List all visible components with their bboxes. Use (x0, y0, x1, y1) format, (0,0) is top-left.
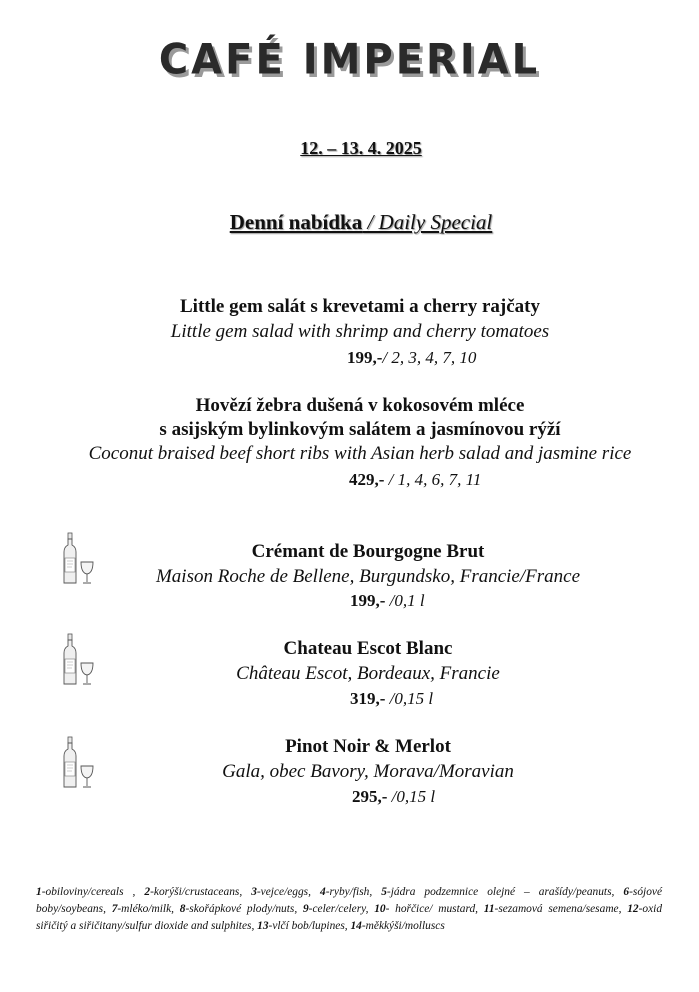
allergen-text: -korýši/crustaceans, (150, 886, 252, 898)
dish-2-english-name: Coconut braised beef short ribs with Asian herb salad and jasmine rice (88, 443, 632, 464)
allergen-text: -obiloviny/cereals , (41, 886, 145, 898)
wine-3-price: 295,- (352, 787, 388, 806)
wine-3-price-line (352, 787, 435, 807)
allergen-text: -celer/celery, (308, 903, 375, 915)
wine-1-price: 199,- (350, 591, 386, 610)
cafe-imperial-logo (0, 35, 699, 85)
allergen-text: -sójové boby/soybeans, (36, 886, 663, 915)
allergen-text: -oxid siřičitý a siřičitany/sulfur dioxide and sulphites, (36, 903, 663, 932)
allergen-number: 4 (319, 886, 326, 898)
allergen-text: -vlčí bob/lupines, (268, 920, 351, 932)
dish-2-price: 429,- (349, 470, 385, 489)
allergen-number: 14 (350, 920, 362, 932)
allergen-number: 2 (144, 886, 151, 898)
allergen-text: -mléko/milk, (117, 903, 180, 915)
allergen-number: 13 (257, 920, 269, 932)
allergen-number: 9 (302, 903, 309, 915)
wine-3-name: Pinot Noir & Merlot (285, 736, 451, 757)
dish-1-price-line (347, 348, 476, 368)
wine-1-origin: Maison Roche de Bellene, Burgundsko, Francie/France (155, 566, 581, 587)
wine-3-volume: /0,15 l (387, 787, 436, 806)
logo-text: CAFÉ IMPERIAL (158, 35, 541, 85)
wine-1-volume: /0,1 l (385, 591, 425, 610)
dish-2-czech-name-line-1: Hovězí žebra dušená v kokosovém mléce (195, 395, 525, 416)
allergen-text: -skořápkové plody/nuts, (185, 903, 303, 915)
dish-2-allergens: / 1, 4, 6, 7, 11 (384, 470, 482, 489)
allergen-text: -ryby/fish, (325, 886, 382, 898)
wine-2-volume: /0,15 l (385, 689, 434, 708)
heading-english: / Daily Special (362, 210, 493, 234)
allergen-text: -jádra podzemnice olejné – arašídy/peanuts, (386, 886, 624, 898)
allergen-number: 8 (179, 903, 186, 915)
dish-2-czech-name-line-2: s asijským bylinkovým salátem a jasmínovou rýží (159, 419, 561, 440)
allergen-number: 3 (251, 886, 257, 898)
allergen-legend (36, 884, 662, 935)
menu-date: 12. – 13. 4. 2025 (300, 138, 422, 158)
allergen-number: 7 (111, 903, 118, 915)
dish-1-czech-name: Little gem salát s krevetami a cherry rajčaty (180, 296, 540, 317)
dish-1-allergens: / 2, 3, 4, 7, 10 (382, 348, 477, 367)
wine-2-name: Chateau Escot Blanc (283, 638, 453, 659)
allergen-text: -sezamová semena/sesame, (494, 903, 628, 915)
menu-heading (0, 210, 699, 235)
dish-1-english-name: Little gem salad with shrimp and cherry tomatoes (170, 321, 550, 342)
allergen-number: 12 (627, 903, 639, 915)
allergen-text: -vejce/eggs, (256, 886, 320, 898)
allergen-number: 10 (374, 903, 386, 915)
wine-3-origin: Gala, obec Bavory, Morava/Moravian (222, 761, 514, 782)
wine-1-name: Crémant de Bourgogne Brut (251, 541, 485, 562)
wine-2-price: 319,- (350, 689, 386, 708)
allergen-number: 5 (381, 886, 387, 898)
allergen-number: 1 (36, 886, 42, 898)
wine-2-origin: Château Escot, Bordeaux, Francie (236, 663, 500, 684)
dish-2-price-line (349, 470, 481, 490)
heading-czech: Denní nabídka (229, 210, 363, 234)
allergen-number: 6 (623, 886, 630, 898)
allergen-text: - hořčice/ mustard, (385, 903, 484, 915)
allergen-text: -měkkýši/molluscs (361, 920, 445, 932)
allergen-number: 11 (483, 903, 495, 915)
wine-2-price-line (350, 689, 433, 709)
dish-1-price: 199,- (347, 348, 383, 367)
wine-1-price-line (350, 591, 425, 611)
